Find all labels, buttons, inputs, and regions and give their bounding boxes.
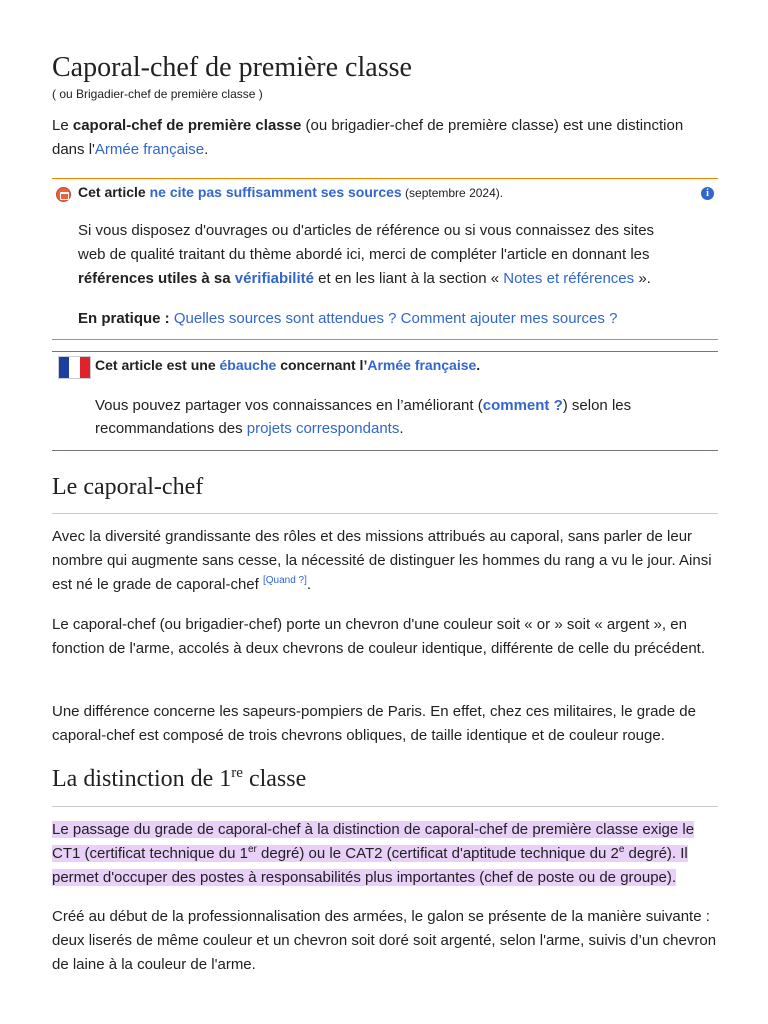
page-subtitle: ( ou Brigadier-chef de première classe ) — [52, 87, 263, 101]
stub-notice-body — [95, 394, 685, 440]
section1-p1-text: Avec la diversité grandissante des rôles et des missions attribués au caporal, sans parler de leur nombre qui augmente sans cesse, la nécessité de distinguer les hommes du rang a vu le jour. Ainsi est né le grade de caporal-chef — [52, 528, 712, 593]
info-icon[interactable]: i — [701, 187, 714, 200]
stub-head-text-3: . — [476, 357, 481, 373]
sources-warning-header — [78, 182, 503, 203]
section2-p1-a: Le passage du grade de caporal-chef à la distinction de caporal-chef de première classe exige le CT1 (certificat technique du 1 — [52, 821, 695, 862]
sources-warning-body — [78, 219, 678, 291]
armee-francaise-link[interactable]: Armée française — [94, 141, 205, 158]
sources-head-bold: Cet article — [78, 184, 150, 200]
section2-p1-sup2: e — [618, 844, 625, 855]
section1-paragraph-3: Une différence concerne les sapeurs-pompiers de Paris. En effet, chez ces militaires, le grade de caporal-chef est composé de trois chevrons obliques, de taille identique et de couleur rouge. — [52, 703, 696, 744]
section1-paragraph-2: Le caporal-chef (ou brigadier-chef) porte un chevron d'une couleur soit « or » soit « argent », en fonction de l'arme, accolés à deux chevrons de couleur identique, différente de celle du précédent. — [52, 616, 706, 657]
notes-references-link[interactable]: Notes et références — [503, 270, 635, 287]
section2-paragraph-2: Créé au début de la professionnalisation des armées, le galon se présente de la manière suivante : deux liserés de même couleur et un chevron soit doré soit argenté, selon l'arme, suivis d’un chevron de laine à la couleur de l'arme. — [52, 908, 717, 973]
verifiabilite-link[interactable]: vérifiabilité — [234, 270, 314, 287]
sources-body-bold: références utiles à sa — [78, 270, 235, 287]
section1-p1-end: . — [306, 576, 312, 593]
section2-p1-sup1: er — [247, 844, 257, 855]
stub-body-text-1: Vous pouvez partager vos connaissances en l’améliorant ( — [95, 397, 483, 414]
section2-paragraph-1 — [52, 818, 718, 890]
sources-body-text-3: ». — [634, 270, 651, 287]
heading-text-1: La distinction de 1 — [52, 766, 232, 792]
sources-date: (septembre 2024). — [401, 186, 504, 200]
sources-practice-line — [78, 307, 617, 331]
lead-paragraph — [52, 114, 718, 162]
practice-label: En pratique : — [78, 310, 174, 327]
stub-body-text-3: . — [399, 420, 404, 437]
sources-warning-box — [52, 178, 718, 340]
lead-text-3: . — [204, 141, 209, 158]
lead-text-2: (ou brigadier-chef de première classe) est une distinction dans l' — [52, 117, 684, 158]
stub-notice-box — [52, 351, 718, 451]
sources-body-text-1: Si vous disposez d'ouvrages ou d'articles de référence ou si vous connaissez des sites web de qualité traitant du thème abordé ici, merci de compléter l'article en donnant les — [78, 222, 655, 263]
stub-head-text-1: Cet article est une — [95, 357, 220, 373]
add-sources-link[interactable]: Comment ajouter mes sources ? — [400, 310, 618, 327]
expected-sources-link[interactable]: Quelles sources sont attendues ? — [173, 310, 397, 327]
sources-insufficient-link[interactable]: ne cite pas suffisamment ses sources — [149, 184, 402, 200]
lead-bold-term: caporal-chef de première classe — [72, 117, 302, 134]
section2-p1-c: degré). Il permet d'occuper des postes à responsabilités plus importantes (chef de poste ou de groupe). — [52, 845, 688, 886]
stub-armee-francaise-link[interactable]: Armée française — [367, 357, 477, 373]
french-military-flag-icon — [58, 356, 91, 379]
sources-body-text-2: et en les liant à la section « — [313, 270, 504, 287]
heading-sup: re — [231, 765, 243, 781]
section2-p1-b: degré) ou le CAT2 (certificat d'aptitude technique du 2 — [256, 845, 619, 862]
stub-notice-header — [95, 354, 480, 376]
projets-correspondants-link[interactable]: projets correspondants — [246, 420, 400, 437]
section1-paragraph-1 — [52, 525, 718, 597]
lead-text-1: Le — [52, 117, 73, 134]
stub-head-text-2: concernant l’ — [276, 357, 368, 373]
ebauche-link[interactable]: ébauche — [219, 357, 277, 373]
book-warning-icon — [56, 187, 71, 202]
heading-text-2: classe — [242, 766, 307, 792]
section-heading-distinction — [52, 764, 306, 794]
comment-link[interactable]: comment ? — [482, 397, 563, 414]
quand-citation-link[interactable]: [Quand ?] — [262, 575, 307, 586]
section-divider-2 — [52, 806, 718, 807]
page-title: Caporal-chef de première classe — [52, 52, 412, 83]
section-divider — [52, 513, 718, 514]
stub-body-text-2: ) selon les recommandations des — [95, 397, 632, 437]
section-heading-caporal-chef: Le caporal-chef — [52, 474, 204, 500]
